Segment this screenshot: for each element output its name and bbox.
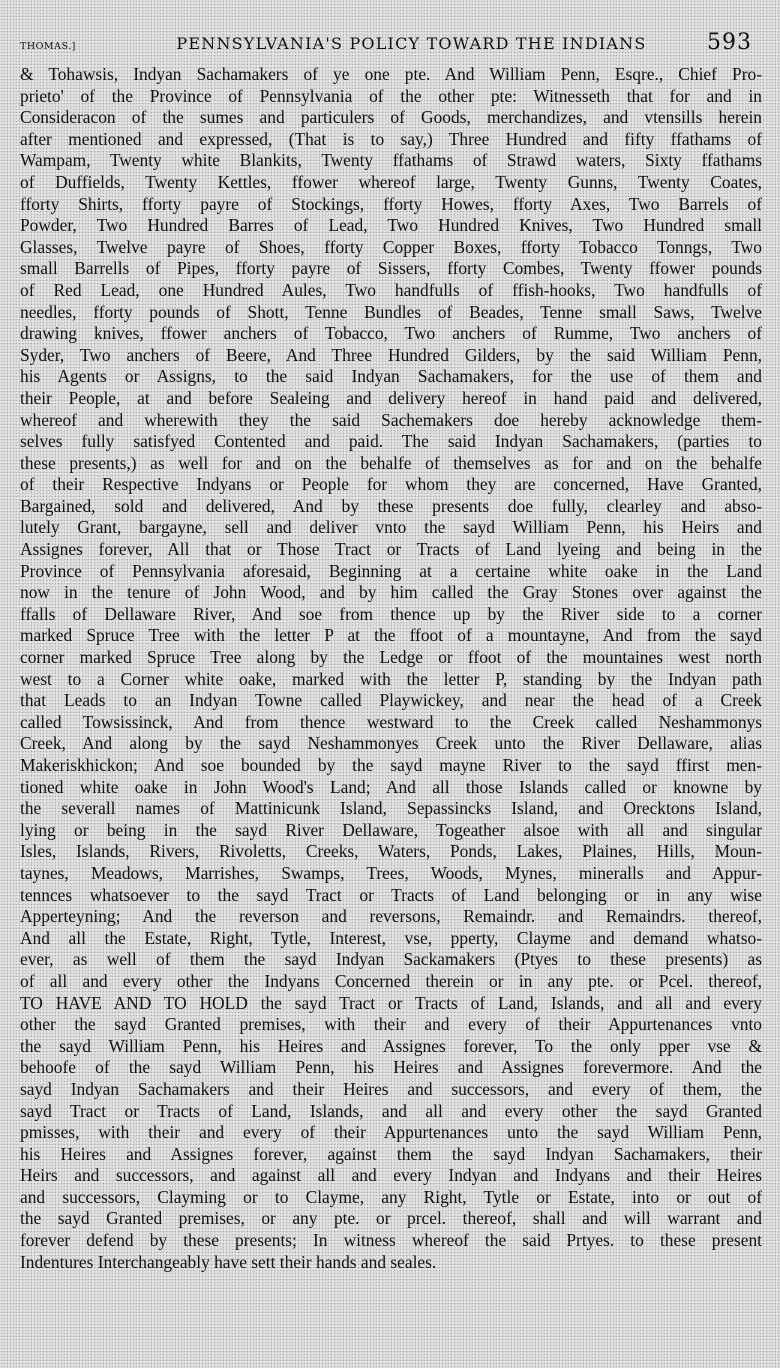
text-line: these presents,) as well for and on the behalfe of themselves as for and on the behalfe [20, 452, 762, 473]
text-line: Makeriskhickon; And soe bounded by the sayd mayne River to the sayd ffirst men- [20, 755, 762, 775]
text-line: & Tohawsis, Indyan Sachamakers of ye one pte. And William Penn, Esqre., Chief Pro- [20, 64, 762, 84]
text-line: prieto' of the Province of Pennsylvania of the other pte: Witnesseth that for and in [20, 85, 762, 106]
text-line: Assignes forever, All that or Those Tract or Tracts of Land lyeing and being in the [20, 539, 762, 560]
text-line: now in the tenure of John Wood, and by him called the Gray Stones over against the [20, 582, 762, 603]
text-line: Bargained, sold and delivered, And by these presents doe fully, clearley and abso- [20, 495, 762, 516]
text-line: Creek, And along by the sayd Neshammonyes Creek unto the River Dellaware, alias [20, 733, 762, 754]
text-line: Province of Pennsylvania aforesaid, Beginning at a certaine white oake in the Land [20, 560, 762, 581]
text-line: his Agents or Assigns, to the said Indyan Sachamakers, for the use of them and [20, 366, 762, 387]
text-line-last: Indentures Interchangeably have sett their hands and seales. [20, 1251, 437, 1272]
text-line: Glasses, Twelve payre of Shoes, fforty Copper Boxes, fforty Tobacco Tonngs, Two [20, 236, 762, 257]
text-line: pmisses, with their and every of their Appurtenances unto the sayd William Penn, [20, 1122, 762, 1143]
text-line: west to a Corner white oake, marked with the letter P, standing by the Indyan path [20, 668, 762, 689]
text-line: corner marked Spruce Tree along by the Ledge or ffoot of the mountaines west north [20, 647, 762, 668]
text-line: drawing knives, ffower anchers of Tobacco, Two anchers of Rumme, Two anchers of [20, 323, 762, 344]
text-line: tennces whatsoever to the sayd Tract or Tracts of Land belonging or in any wise [20, 884, 762, 905]
page-number: 593 [707, 30, 752, 55]
text-line: Isles, Islands, Rivers, Rivoletts, Creeks, Waters, Ponds, Lakes, Plaines, Hills, Moun- [20, 841, 762, 862]
text-line: fforty Shirts, fforty payre of Stockings, fforty Howes, fforty Axes, Two Barrels of [20, 193, 762, 214]
text-line: needles, fforty pounds of Shott, Tenne Bundles of Beades, Tenne small Saws, Twelve [20, 301, 762, 322]
text-line: Powder, Two Hundred Barres of Lead, Two Hundred Knives, Two Hundred small [20, 215, 762, 236]
text-line: Wampam, Twenty white Blankits, Twenty ffathams of Strawd waters, Sixty ffathams [20, 150, 762, 171]
text-line: the sayd Granted premises, or any pte. or prcel. thereof, shall and will warrant and [20, 1208, 762, 1229]
text-line: sayd Tract or Tracts of Land, Islands, and all and every other the sayd Granted [20, 1100, 762, 1121]
text-line: whereof and wherewith they the said Sachemakers doe hereby acknowledge them- [20, 409, 762, 430]
running-head [20, 30, 752, 60]
text-line: after mentioned and expressed, (That is to say,) Three Hundred and fifty ffathams of [20, 128, 762, 149]
text-line: marked Spruce Tree with the letter P at the ffoot of a mountayne, And from the sayd [20, 625, 762, 646]
text-line: Apperteyning; And the reverson and reversons, Remaindr. and Remaindrs. thereof, [20, 906, 762, 927]
text-line: the sayd William Penn, his Heires and Assignes forever, To the only pper vse & [20, 1035, 762, 1056]
text-line: their People, at and before Sealeing and delivery hereof in hand paid and delivered, [20, 387, 762, 408]
text-line: tioned white oake in John Wood's Land; And all those Islands called or knowne by [20, 776, 762, 797]
text-line: taynes, Meadows, Marrishes, Swamps, Trees, Woods, Mynes, mineralls and Appur- [20, 862, 762, 883]
text-line: Syder, Two anchers of Beere, And Three Hundred Gilders, by the said William Penn, [20, 344, 762, 365]
text-line: the severall names of Mattinicunk Island, Sepassincks Island, and Orecktons Island, [20, 798, 762, 819]
text-line: his Heires and Assignes forever, against them the sayd Indyan Sachamakers, their [20, 1143, 762, 1164]
text-line: called Towsissinck, And from thence westward to the Creek called Neshammonys [20, 711, 762, 732]
text-line: and successors, Clayming or to Clayme, any Right, Tytle or Estate, into or out of [20, 1186, 762, 1207]
text-line: lying or being in the sayd River Dellaware, Togeather alsoe with all and singular [20, 819, 762, 840]
text-line: other the sayd Granted premises, with their and every of their Appurtenances vnto [20, 1014, 762, 1035]
text-line: sayd Indyan Sachamakers and their Heires and successors, and every of them, the [20, 1078, 762, 1099]
page-title: PENNSYLVANIA'S POLICY TOWARD THE INDIANS [176, 34, 647, 53]
text-line: of Duffields, Twenty Kettles, ffower whereof large, Twenty Gunns, Twenty Coates, [20, 171, 762, 192]
text-line: of all and every other the Indyans Concerned therein or in any pte. or Pcel. thereof, [20, 970, 762, 991]
text-line: behoofe of the sayd William Penn, his Heires and Assignes forevermore. And the [20, 1057, 762, 1078]
text-line: ffalls of Dellaware River, And soe from thence up by the River side to a corner [20, 603, 762, 624]
text-line: forever defend by these presents; In witness whereof the said Prtyes. to these present [20, 1230, 762, 1251]
text-line: lutely Grant, bargayne, sell and deliver vnto the sayd William Penn, his Heirs and [20, 517, 762, 538]
text-line: of Red Lead, one Hundred Aules, Two handfulls of ffish-hooks, Two handfulls of [20, 279, 762, 300]
text-line: that Leads to an Indyan Towne called Playwickey, and near the head of a Creek [20, 690, 762, 711]
text-line: Consideracon of the sumes and particulers of Goods, merchandizes, and vtensills herein [20, 107, 762, 128]
text-line: Heirs and successors, and against all and every Indyan and Indyans and their Heires [20, 1165, 762, 1186]
text-line: And all the Estate, Right, Tytle, Interest, vse, pperty, Clayme and demand whatso- [20, 927, 762, 948]
text-line: TO HAVE AND TO HOLD the sayd Tract or Tracts of Land, Islands, and all and every [20, 992, 762, 1013]
text-line: ever, as well of them the sayd Indyan Sackamakers (Ptyes to these presents) as [20, 949, 762, 970]
text-line: small Barrells of Pipes, fforty payre of Sissers, fforty Combes, Twenty ffower pounds [20, 258, 762, 279]
treaty-text [20, 64, 762, 1273]
text-line: selves fully satisfyed Contented and paid. The said Indyan Sachamakers, (parties to [20, 431, 762, 452]
author-tag: THOMAS.] [20, 41, 76, 52]
text-line: of their Respective Indyans or People for whom they are concerned, Have Granted, [20, 474, 762, 495]
